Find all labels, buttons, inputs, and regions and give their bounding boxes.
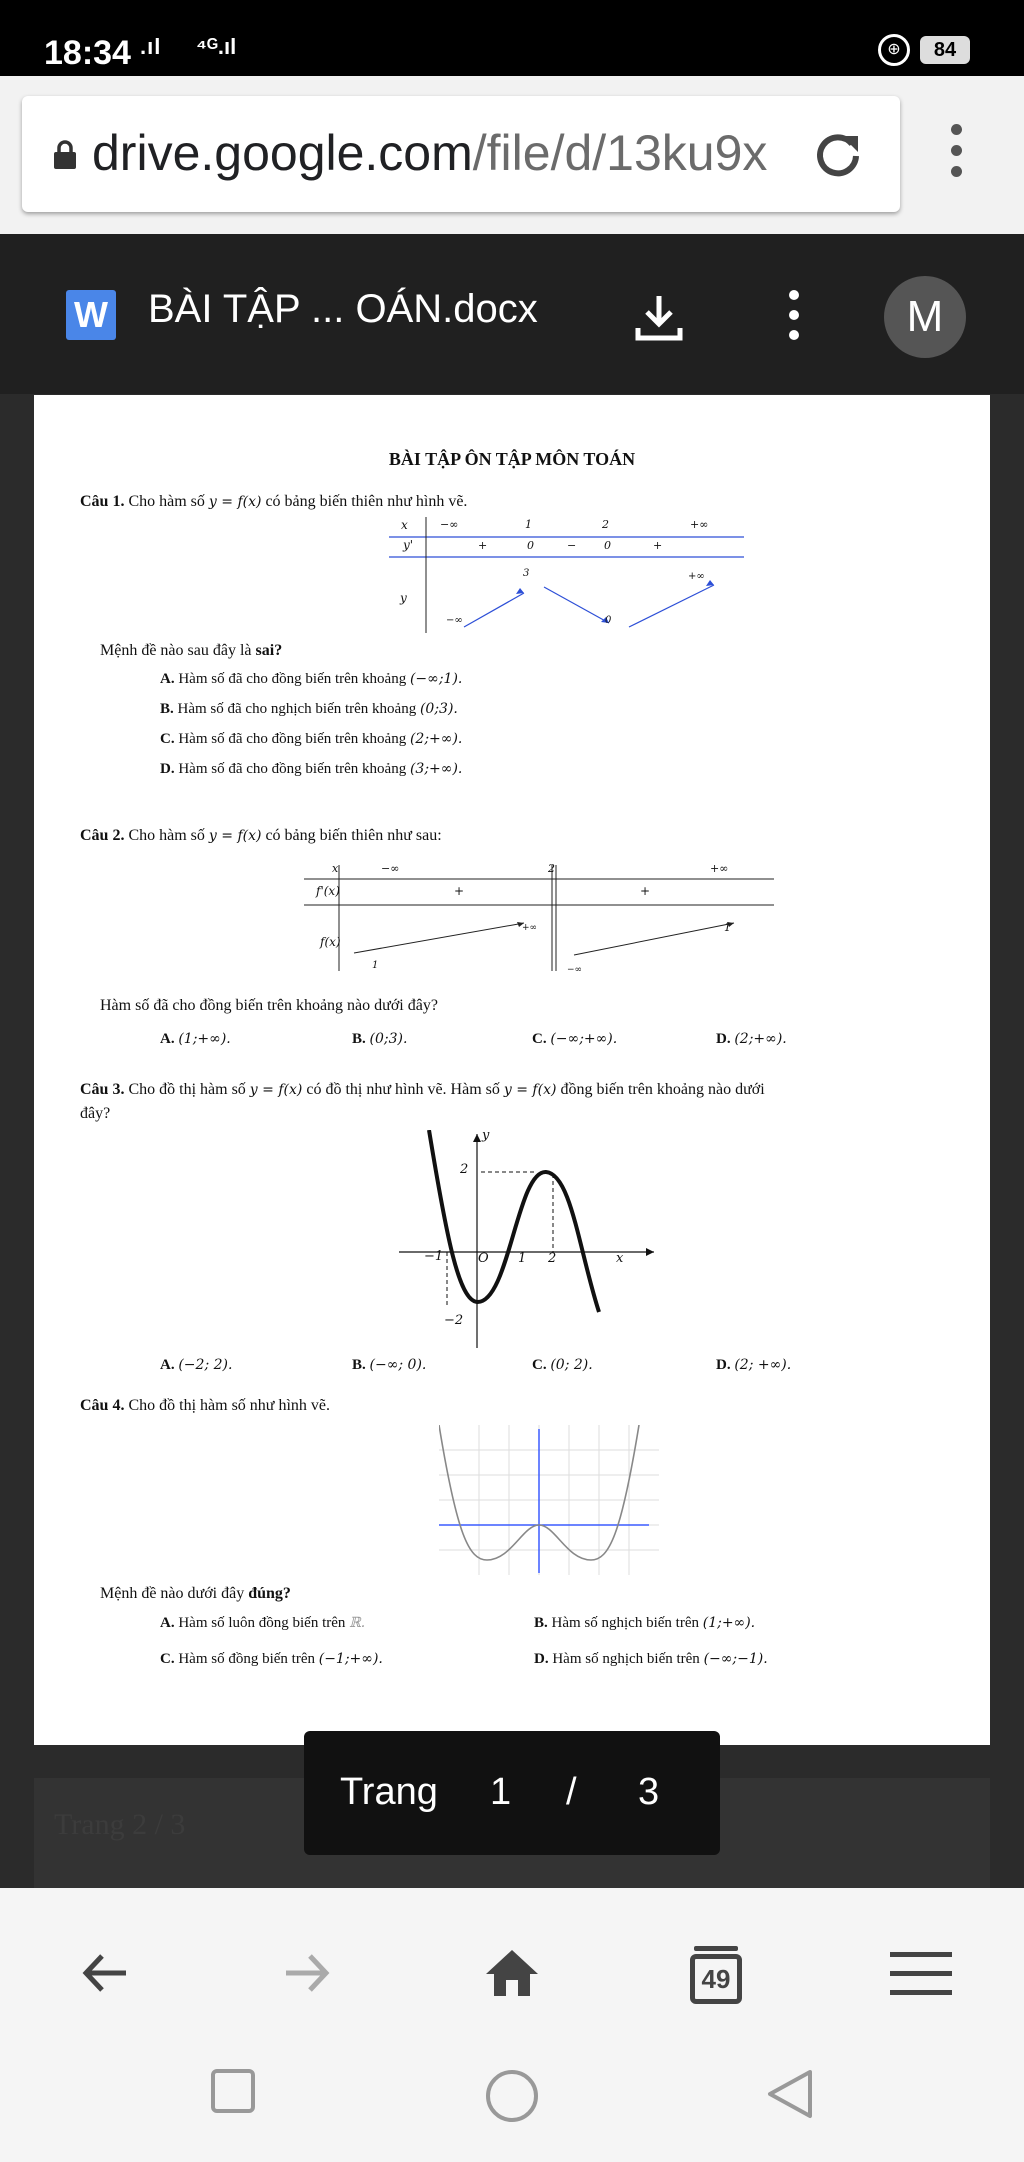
question-1: Câu 1. Cho hàm số y = f(x) có bảng biến thiên như hình vẽ. (80, 493, 468, 510)
home-icon[interactable] (484, 1946, 540, 2000)
question-2: Câu 2. Cho hàm số y = f(x) có bảng biến thiên như sau: (80, 827, 442, 844)
q3-option-d: D. (2; +∞). (716, 1357, 792, 1373)
table2-f-label: f(x) (320, 935, 341, 949)
q1-option-d: D. Hàm số đã cho đồng biến trên khoảng (3;+∞). (160, 761, 463, 777)
q2-option-c: C. (−∞;+∞). (532, 1031, 618, 1047)
graph-tick: −1 (424, 1249, 444, 1264)
graph-x-label: x (616, 1251, 624, 1266)
q1-option-b: B. Hàm số đã cho nghịch biến trên khoảng (0;3). (160, 701, 458, 717)
table1-sign: 0 (604, 539, 611, 552)
graph-tick: 2 (460, 1162, 469, 1177)
table2-x-label: x (332, 862, 339, 875)
variation-table-2 (304, 863, 774, 973)
network-4g-icon: ⁴ᴳ.ıl (196, 34, 237, 59)
table1-x-val: 1 (525, 518, 532, 531)
question-1-prompt: Mệnh đề nào sau đây là sai? (100, 642, 283, 659)
home-circle-icon[interactable] (484, 2068, 540, 2124)
question-3: Câu 3. Cho đồ thị hàm số y = f(x) có đồ thị như hình vẽ. Hàm số y = f(x) đồng biến trên khoảng nào dưới (80, 1081, 765, 1098)
question-2-prompt: Hàm số đã cho đồng biến trên khoảng nào dưới đây? (100, 997, 438, 1014)
page-current: 1 (490, 1771, 512, 1813)
word-doc-icon: W (66, 290, 116, 340)
reload-icon[interactable] (812, 128, 864, 180)
graph-origin: O (478, 1251, 489, 1266)
page-total: 3 (638, 1771, 660, 1813)
browser-menu-icon[interactable] (946, 124, 966, 184)
q3-option-c: C. (0; 2). (532, 1357, 593, 1373)
q4-option-d: D. Hàm số nghịch biến trên (−∞;−1). (534, 1651, 768, 1667)
battery-indicator: 84 (920, 36, 970, 64)
graph-tick: 2 (548, 1251, 557, 1266)
q4-option-a: A. Hàm số luôn đồng biến trên ℝ. (160, 1615, 366, 1631)
quartic-graph (439, 1425, 659, 1575)
page-title: BÀI TẬP ÔN TẬP MÔN TOÁN (388, 449, 636, 469)
cubic-graph (399, 1130, 659, 1350)
table1-y-label: y (400, 591, 407, 605)
table2-f-val: 1 (724, 921, 731, 934)
q2-option-d: D. (2;+∞). (716, 1031, 787, 1047)
vpn-lock-icon: ⊕ (878, 34, 910, 66)
tabs-count: 49 (690, 1954, 742, 2004)
table1-x-val: +∞ (690, 518, 709, 531)
table2-x-val: −∞ (381, 862, 400, 875)
recents-icon[interactable] (210, 2068, 256, 2114)
q2-option-b: B. (0;3). (352, 1031, 408, 1047)
download-icon[interactable] (632, 290, 686, 344)
question-4-prompt: Mệnh đề nào dưới đây đúng? (100, 1585, 291, 1602)
system-back-icon[interactable] (766, 2068, 814, 2120)
table1-sign: − (567, 539, 577, 552)
table1-y-val: −∞ (446, 615, 463, 626)
page-indicator (304, 1731, 720, 1855)
table1-x-val: 2 (602, 518, 609, 531)
status-bar (0, 0, 1024, 76)
q1-option-a: A. Hàm số đã cho đồng biến trên khoảng (−∞;1). (160, 671, 463, 687)
document-page (34, 395, 990, 1745)
table1-sign: + (478, 539, 488, 552)
graph-tick: −2 (444, 1313, 464, 1328)
graph-y-label: y (482, 1128, 490, 1143)
q3-option-b: B. (−∞; 0). (352, 1357, 427, 1373)
table2-f-val: 1 (372, 960, 379, 971)
next-page-ghost-text: Trang 2 / 3 (54, 1808, 186, 1841)
forward-arrow-icon[interactable] (280, 1946, 334, 2000)
back-arrow-icon[interactable] (78, 1946, 132, 2000)
address-bar[interactable] (22, 96, 900, 212)
q1-option-c: C. Hàm số đã cho đồng biến trên khoảng (2;+∞). (160, 731, 463, 747)
table2-fprime-label: f'(x) (316, 884, 340, 898)
q4-option-c: C. Hàm số đồng biến trên (−1;+∞). (160, 1651, 383, 1667)
graph-tick: 1 (518, 1251, 527, 1266)
file-title: BÀI TẬP ... OÁN.docx (148, 287, 538, 331)
page-label: Trang (340, 1771, 438, 1813)
menu-hamburger-icon[interactable] (890, 1946, 952, 2000)
tabs-button[interactable] (690, 1946, 742, 2004)
table1-y-val: +∞ (688, 571, 705, 582)
table2-sign: + (454, 884, 465, 898)
lock-icon (52, 140, 78, 170)
table1-yprime-label: y' (403, 538, 414, 552)
table2-x-val: +∞ (710, 862, 729, 875)
more-options-icon[interactable] (784, 290, 804, 350)
q4-option-b: B. Hàm số nghịch biến trên (1;+∞). (534, 1615, 756, 1631)
table1-y-val: 0 (605, 615, 612, 626)
table1-x-label: x (401, 518, 408, 532)
page-separator: / (566, 1771, 577, 1813)
url-text: drive.google.com/file/d/13ku9x (92, 125, 768, 181)
browser-toolbar (0, 76, 1024, 234)
clock: 18:34 (44, 34, 131, 72)
table1-y-val: 3 (523, 568, 530, 579)
table2-x-val: 2 (548, 862, 555, 875)
table1-x-val: −∞ (440, 518, 459, 531)
signal-icon: .ıl (140, 34, 162, 59)
q2-option-a: A. (1;+∞). (160, 1031, 231, 1047)
tabs-stack-edge (694, 1946, 738, 1951)
question-4: Câu 4. Cho đồ thị hàm số như hình vẽ. (80, 1397, 331, 1414)
table2-sign: + (640, 884, 651, 898)
question-3-cont: đây? (80, 1105, 111, 1122)
table2-f-val: +∞ (522, 923, 538, 933)
avatar[interactable]: M (884, 276, 966, 358)
table1-sign: 0 (527, 539, 534, 552)
q3-option-a: A. (−2; 2). (160, 1357, 233, 1373)
table2-f-val: −∞ (567, 965, 583, 975)
table1-sign: + (653, 539, 663, 552)
